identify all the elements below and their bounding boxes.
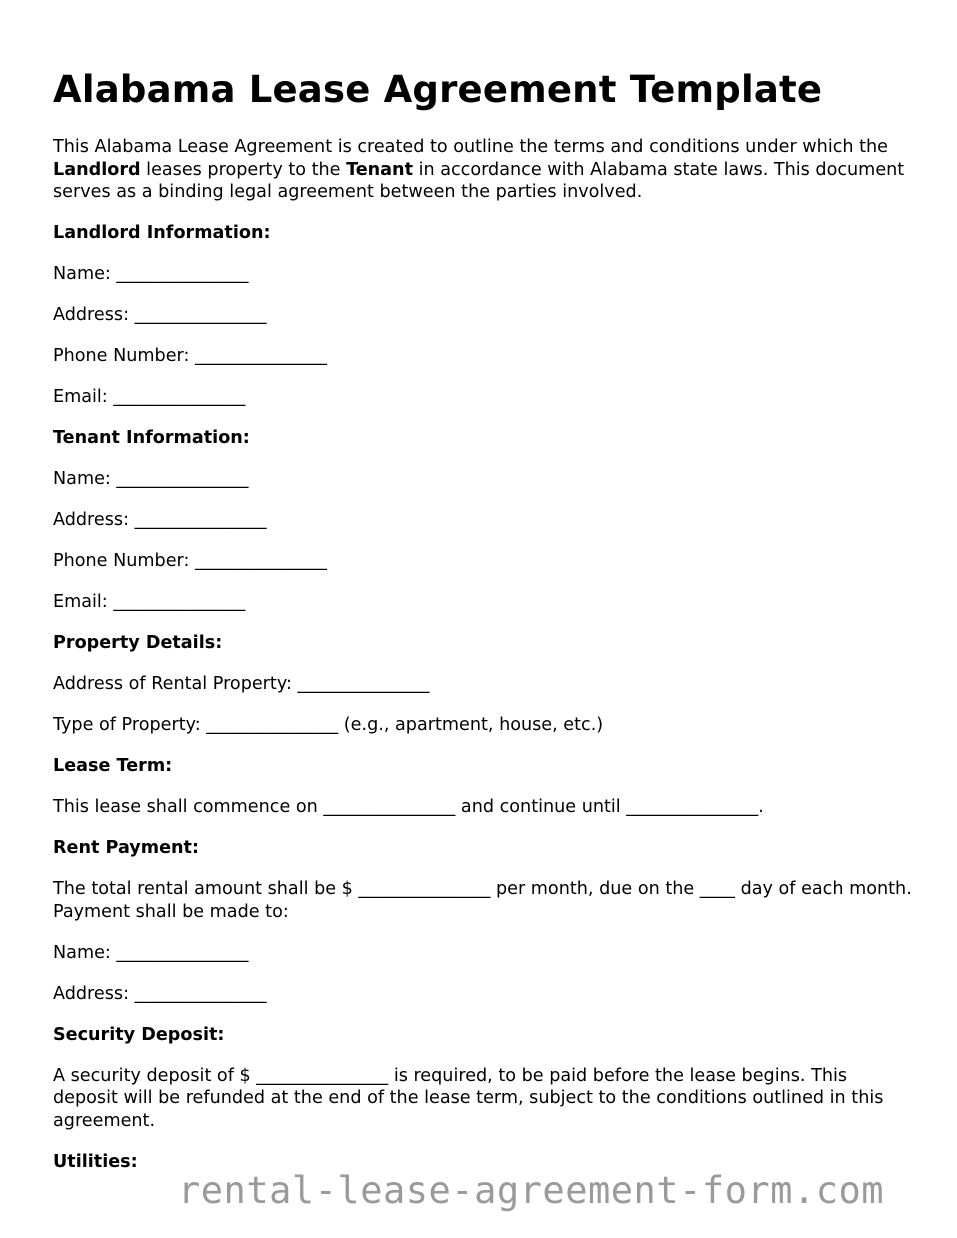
intro-landlord-term: Landlord xyxy=(53,159,141,180)
lease-term-heading: Lease Term: xyxy=(53,756,173,776)
deposit-text: A security deposit of $ _______________ is required, to be paid before the lease begins. This deposit will be refunded at the end of the lease term, subject to the conditions outlined in this agreement. xyxy=(53,1065,884,1131)
intro-text-1: This Alabama Lease Agreement is created to outline the terms and conditions under which the xyxy=(53,137,889,157)
tenant-phone-field: Phone Number: _______________ xyxy=(53,551,327,571)
intro-tenant-term: Tenant xyxy=(346,159,413,180)
landlord-email-field: Email: _______________ xyxy=(53,387,246,407)
tenant-address-field: Address: _______________ xyxy=(53,510,267,530)
landlord-phone-field: Phone Number: _______________ xyxy=(53,346,327,366)
document-page xyxy=(53,64,923,1173)
rent-payee-address-field: Address: _______________ xyxy=(53,983,267,1004)
landlord-address-field: Address: _______________ xyxy=(53,305,267,325)
landlord-heading: Landlord Information: xyxy=(53,223,271,243)
tenant-email-field: Email: _______________ xyxy=(53,592,246,612)
tenant-name-field: Name: _______________ xyxy=(53,469,249,489)
utilities-heading: Utilities: xyxy=(53,1151,138,1172)
rent-text: The total rental amount shall be $ _______________ per month, due on the ____ day of each month. Payment shall be made to: xyxy=(53,879,912,922)
landlord-name-field: Name: _______________ xyxy=(53,264,249,284)
tenant-heading: Tenant Information: xyxy=(53,428,250,448)
intro-text-3: in accordance with Alabama state laws. This document serves as a binding legal agreement between the parties involved. xyxy=(53,159,905,202)
watermark: rental-lease-agreement-form.com xyxy=(178,1169,885,1212)
deposit-heading: Security Deposit: xyxy=(53,1024,225,1045)
intro-text-2: leases property to the xyxy=(140,159,347,180)
property-type-field: Type of Property: _______________ (e.g., apartment, house, etc.) xyxy=(53,715,604,735)
intro-paragraph xyxy=(53,136,915,204)
rent-payee-name-field: Name: _______________ xyxy=(53,942,249,963)
page-title: Alabama Lease Agreement Template xyxy=(53,68,823,111)
property-address-field: Address of Rental Property: _______________ xyxy=(53,674,430,694)
lease-term-text: This lease shall commence on _______________ and continue until _______________. xyxy=(53,797,764,817)
rent-heading: Rent Payment: xyxy=(53,838,199,858)
property-heading: Property Details: xyxy=(53,633,223,653)
